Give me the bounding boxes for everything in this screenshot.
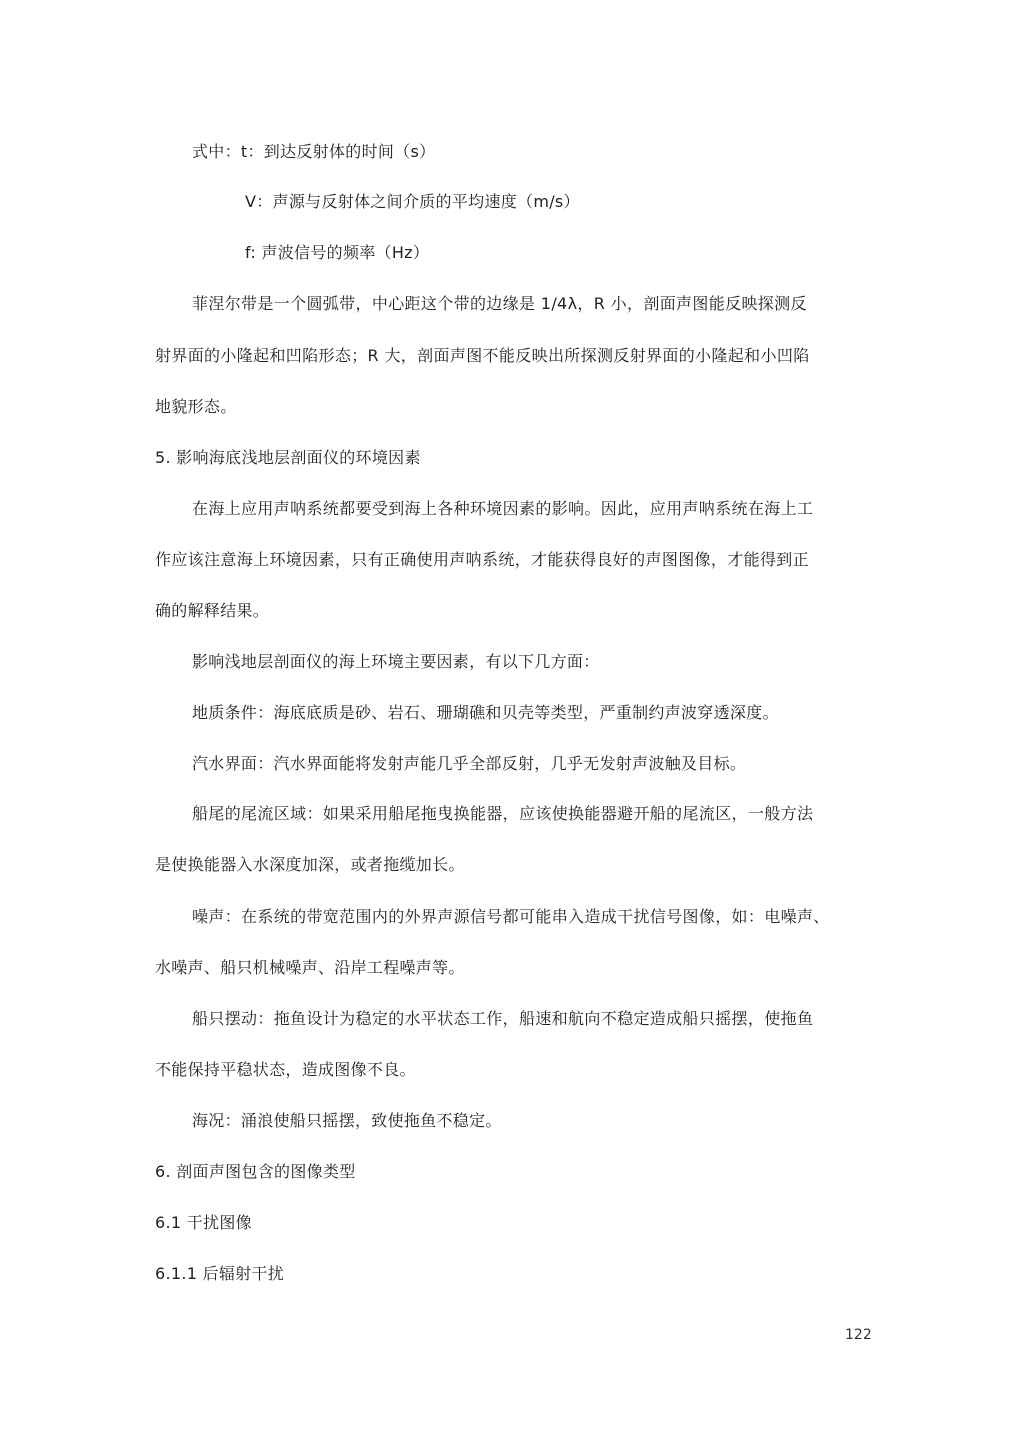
section-heading-5: 5. 影响海底浅地层剖面仪的环境因素: [155, 448, 421, 467]
paragraph-sonar-line-2: 作应该注意海上环境因素，只有正确使用声呐系统，才能获得良好的声图图像，才能得到正: [155, 550, 810, 569]
factor-wake-line-2: 是使换能器入水深度加深，或者拖缆加长。: [155, 855, 465, 874]
section-heading-6-1-1: 6.1.1 后辐射干扰: [155, 1264, 285, 1283]
factor-ship-motion-line-2: 不能保持平稳状态，造成图像不良。: [155, 1060, 416, 1079]
factor-sea-state: 海况：涌浪使船只摇摆，致使拖鱼不稳定。: [192, 1111, 502, 1130]
paragraph-fresnel-line-1: 菲涅尔带是一个圆弧带，中心距这个带的边缘是 1/4λ，R 小，剖面声图能反映探测反: [192, 294, 807, 313]
section-heading-6-1: 6.1 干扰图像: [155, 1213, 252, 1232]
paragraph-sonar-line-1: 在海上应用声呐系统都要受到海上各种环境因素的影响。因此，应用声呐系统在海上工: [192, 499, 814, 518]
factor-ship-motion-line-1: 船只摆动：拖鱼设计为稳定的水平状态工作，船速和航向不稳定造成船只摇摆，使拖鱼: [192, 1009, 814, 1028]
factor-geology: 地质条件：海底底质是砂、岩石、珊瑚礁和贝壳等类型，严重制约声波穿透深度。: [192, 703, 779, 722]
page-number: 122: [845, 1327, 872, 1343]
section-heading-6: 6. 剖面声图包含的图像类型: [155, 1162, 356, 1181]
factor-air-water-interface: 汽水界面：汽水界面能将发射声能几乎全部反射，几乎无发射声波触及目标。: [192, 754, 747, 773]
factor-wake-line-1: 船尾的尾流区域：如果采用船尾拖曳换能器，应该使换能器避开船的尾流区，一般方法: [192, 804, 814, 823]
paragraph-fresnel-line-2: 射界面的小隆起和凹陷形态；R 大，剖面声图不能反映出所探测反射界面的小隆起和小凹陷: [155, 346, 810, 365]
paragraph-fresnel-line-3: 地貌形态。: [155, 397, 237, 416]
factor-noise-line-1: 噪声：在系统的带宽范围内的外界声源信号都可能串入造成干扰信号图像，如：电噪声、: [192, 907, 830, 926]
paragraph-factors-intro: 影响浅地层剖面仪的海上环境主要因素，有以下几方面：: [192, 652, 600, 671]
formula-legend-f: f: 声波信号的频率（Hz）: [245, 243, 430, 262]
formula-legend-v: V：声源与反射体之间介质的平均速度（m/s）: [245, 192, 580, 211]
paragraph-sonar-line-3: 确的解释结果。: [155, 601, 270, 620]
formula-legend-t: 式中：t：到达反射体的时间（s）: [192, 142, 436, 161]
factor-noise-line-2: 水噪声、船只机械噪声、沿岸工程噪声等。: [155, 958, 465, 977]
